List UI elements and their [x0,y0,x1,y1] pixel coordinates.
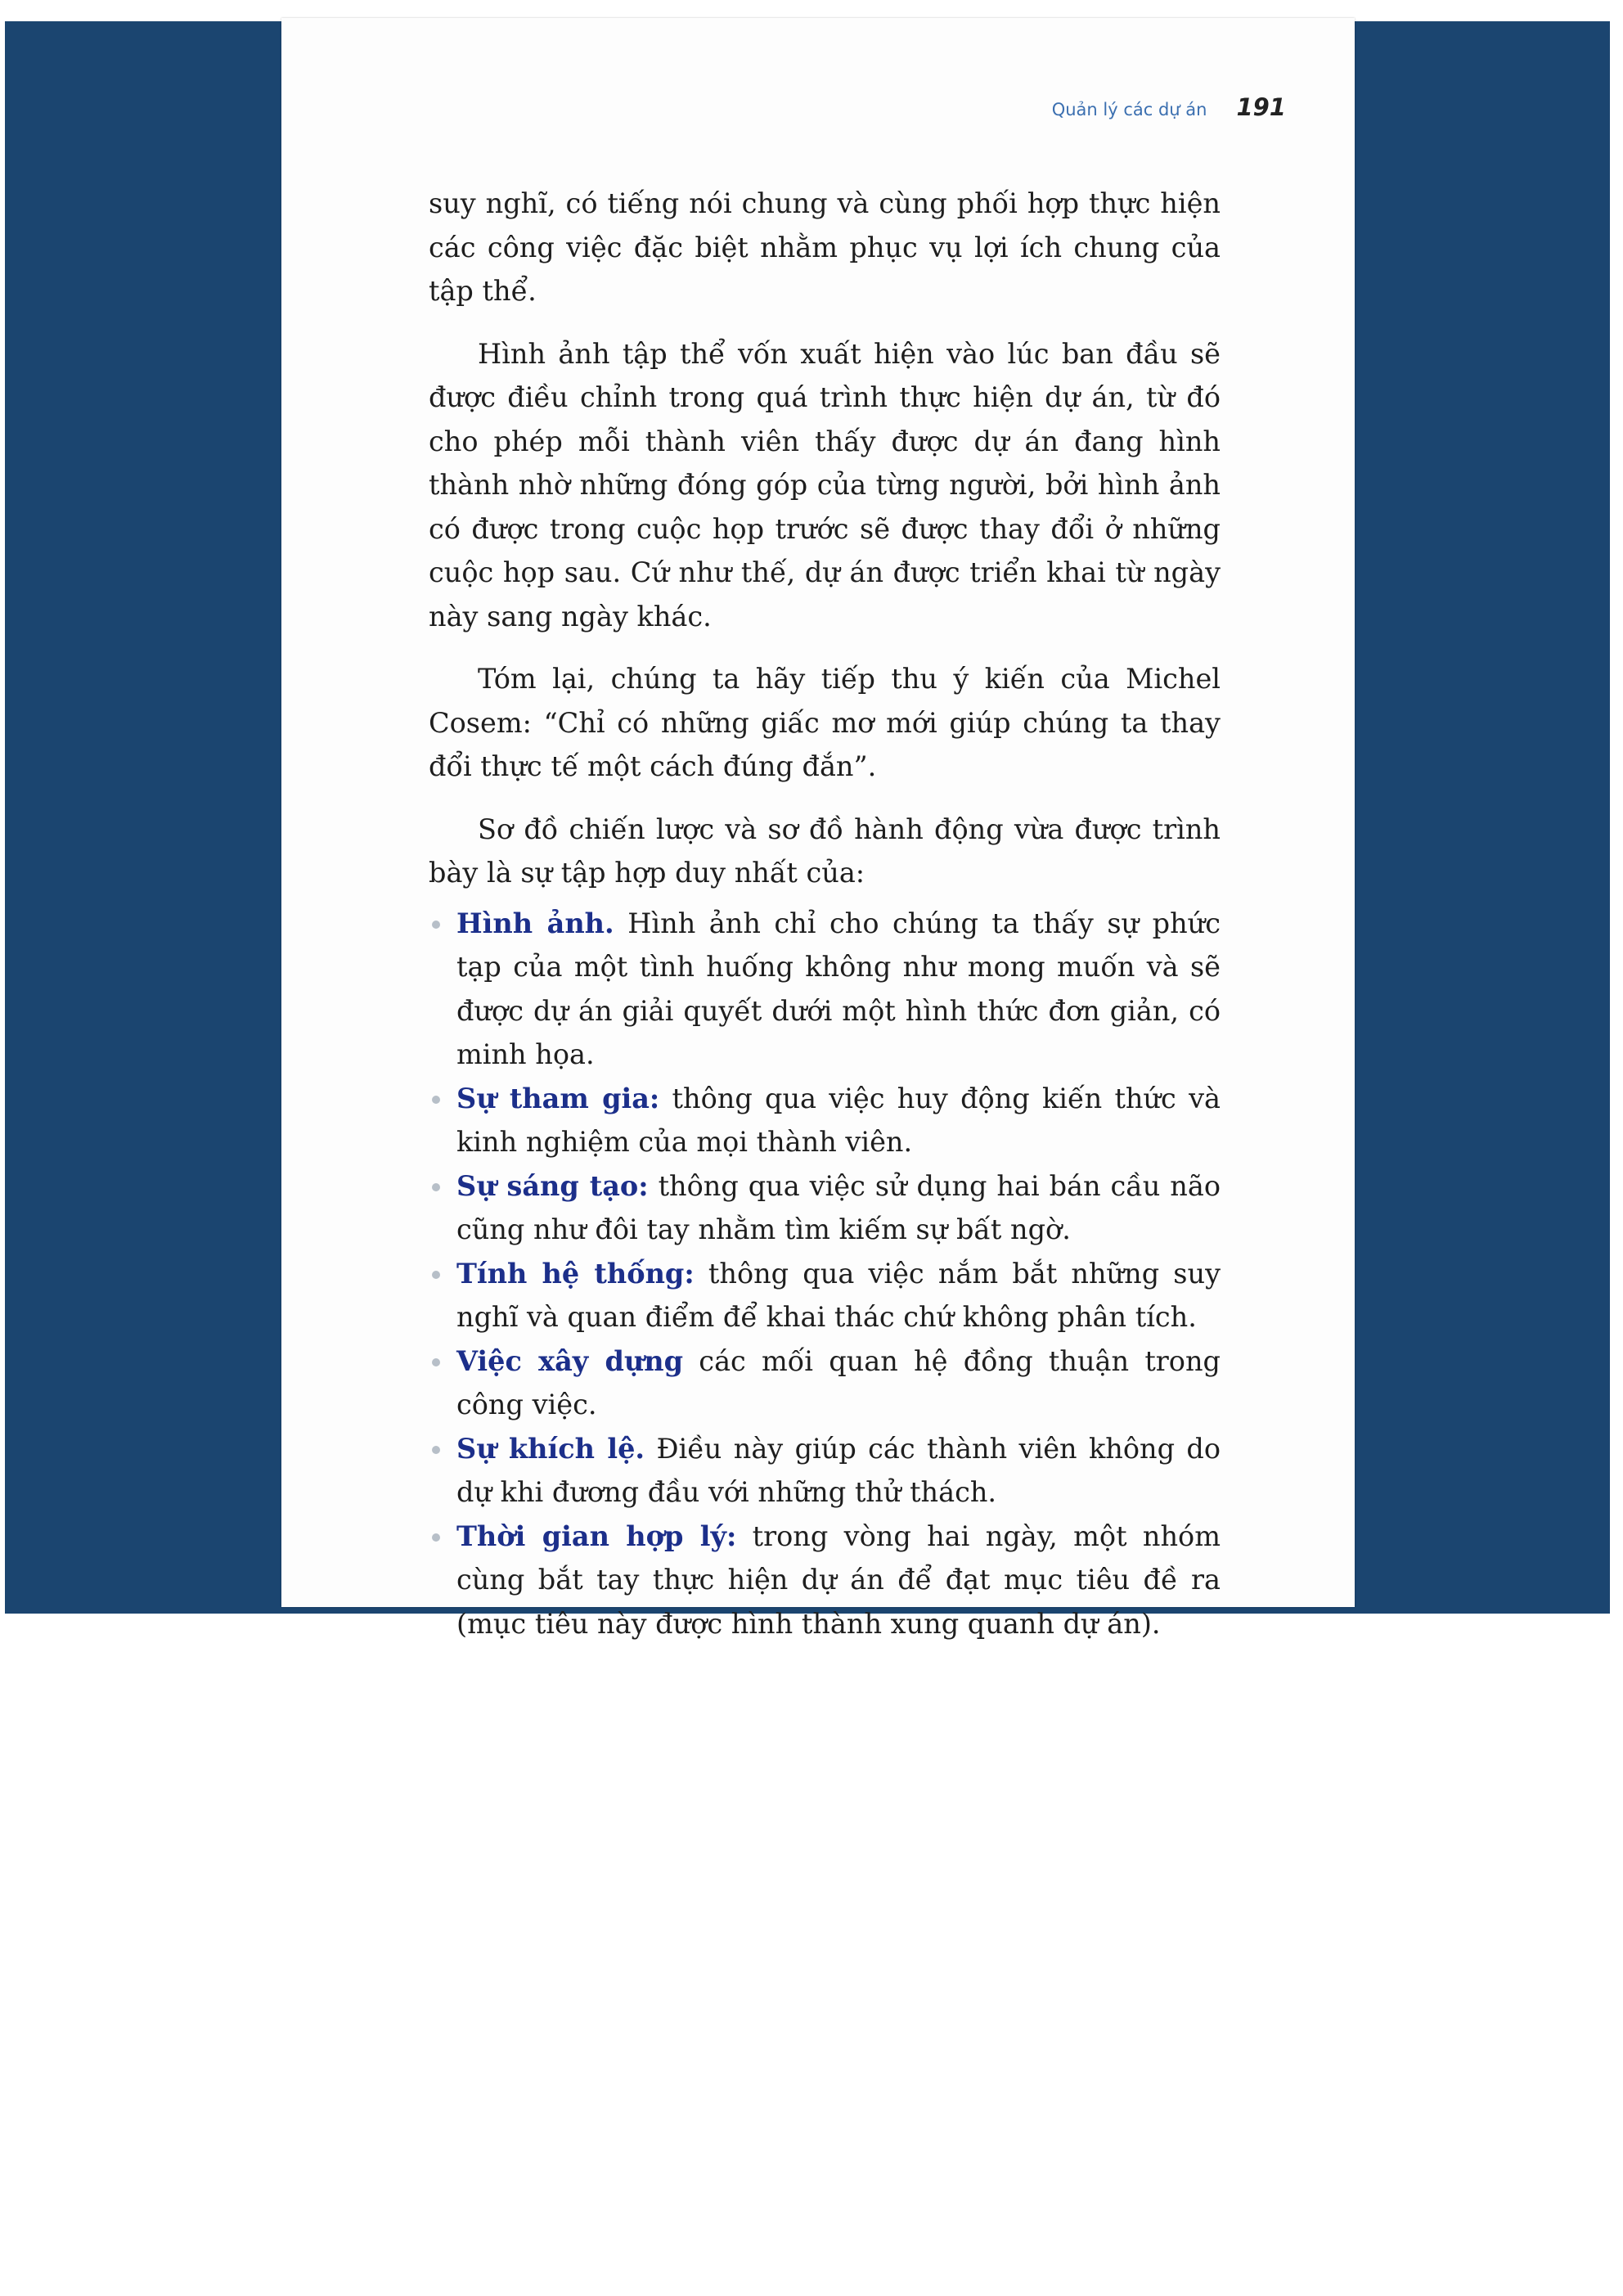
list-item-term: Sự khích lệ. [456,1432,645,1465]
list-item [429,1077,1221,1164]
body-text [429,182,1221,1645]
list-item-text: trong vòng hai ngày, một nhóm cùng bắt tay thực hiện dự án để đạt mục tiêu đề ra (mục tiêu này được hình thành xung quanh dự án). [456,1519,1221,1640]
bullet-icon [432,921,440,929]
list-item-term: Thời gian hợp lý: [456,1519,737,1552]
list-item-term: Sự sáng tạo: [456,1169,649,1202]
bullet-icon [432,1096,440,1104]
page-number: 191 [1236,93,1286,121]
list-item-term: Tính hệ thống: [456,1257,695,1290]
bullet-icon [432,1533,440,1542]
list-item-text: Điều này giúp các thành viên không do dự khi đương đầu với những thử thách. [456,1432,1221,1508]
list-item [429,1252,1221,1339]
paragraph-continuation: suy nghĩ, có tiếng nói chung và cùng phối hợp thực hiện các công việc đặc biệt nhằm phục vụ lợi ích chung của tập thể. [429,187,1221,307]
section-title: Quản lý các dự án [1051,100,1207,119]
list-item-text: thông qua việc nắm bắt những suy nghĩ và quan điểm để khai thác chứ không phân tích. [456,1257,1221,1333]
bullet-icon [432,1183,440,1191]
bullet-icon [432,1358,440,1366]
running-head [1052,93,1286,121]
list-item-text: Hình ảnh chỉ cho chúng ta thấy sự phức tạp của một tình huống không như mong muốn và sẽ được dự án giải quyết dưới một hình thức đơn giản, có minh họa. [456,907,1221,1070]
book-page [281,18,1355,1640]
list-item-text: thông qua việc sử dụng hai bán cầu não cũng như đôi tay nhằm tìm kiếm sự bất ngờ. [456,1169,1221,1245]
list-item-term: Hình ảnh. [456,907,614,939]
list-item [429,902,1221,1077]
bullet-icon [432,1446,440,1454]
list-item-text: các mối quan hệ đồng thuận trong công việc. [456,1344,1221,1420]
list-item [429,1164,1221,1252]
paragraph-collective-image: Hình ảnh tập thể vốn xuất hiện vào lúc ban đầu sẽ được điều chỉnh trong quá trình thực hiện dự án, từ đó cho phép mỗi thành viên thấy được dự án đang hình thành nhờ những đóng góp của từng người, bởi hình ảnh có được trong cuộc họp trước sẽ được thay đổi ở những cuộc họp sau. Cứ như thế, dự án được triển khai từ ngày này sang ngày khác. [429,337,1221,633]
list-item-term: Việc xây dựng [456,1344,684,1377]
bullet-icon [432,1271,440,1279]
list-item-term: Sự tham gia: [456,1082,660,1114]
paragraph-quote: Tóm lại, chúng ta hãy tiếp thu ý kiến của Michel Cosem: “Chỉ có những giấc mơ mới giúp chúng ta thay đổi thực tế một cách đúng đắn”. [429,663,1221,782]
list-item [429,1427,1221,1515]
list-item [429,1515,1221,1646]
list-item-text: thông qua việc huy động kiến thức và kinh nghiệm của mọi thành viên. [456,1082,1221,1158]
feature-list [429,902,1221,1646]
list-item [429,1339,1221,1427]
paragraph-intro-list: Sơ đồ chiến lược và sơ đồ hành động vừa được trình bày là sự tập hợp duy nhất của: [429,813,1221,889]
